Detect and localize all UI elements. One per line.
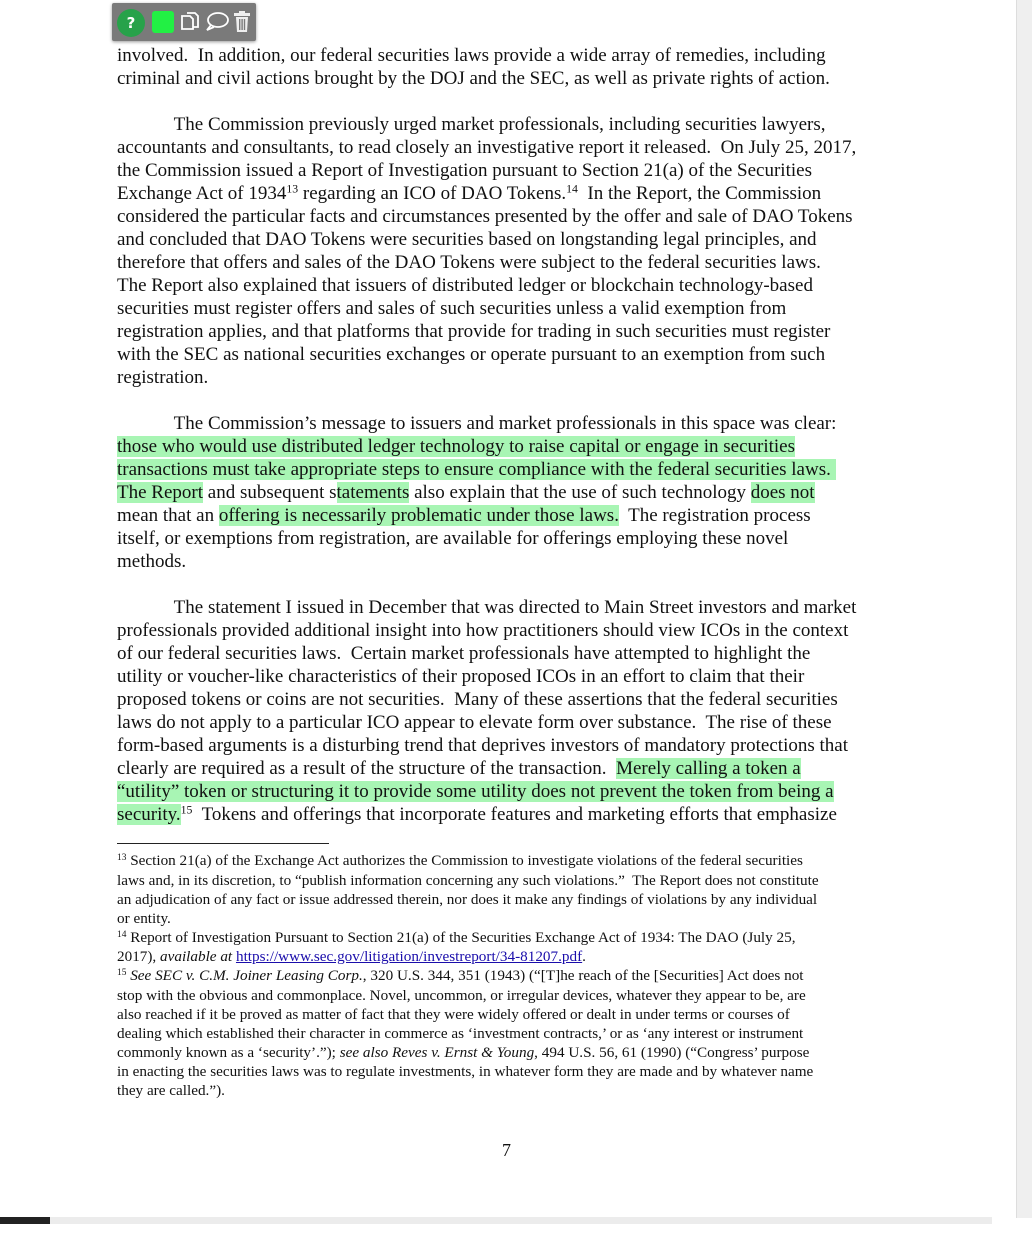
footnote-line [117, 871, 819, 890]
text-line [117, 228, 817, 251]
text-line [117, 642, 810, 665]
text-segment: dealing which established their character in commerce as ‘investment contracts,’ or as ‘any interest or instrument [117, 1025, 804, 1042]
highlighted-text: those who would use distributed ledger technology to raise capital or engage in securities [117, 436, 796, 457]
footnote-line [117, 1024, 803, 1043]
text-line [117, 67, 830, 90]
footnote-line [117, 986, 806, 1005]
comment-button[interactable] [204, 10, 230, 34]
text-line [117, 550, 186, 573]
text-segment: laws and, in its discretion, to “publish information concerning any such violations.” The Report does not constitute [117, 872, 819, 889]
text-segment: Section 21(a) of the Exchange Act authorizes the Commission to investigate violations of the federal securities [126, 852, 803, 869]
text-segment: regarding an ICO of DAO Tokens. [298, 183, 567, 204]
footnote-line [117, 1043, 809, 1062]
vertical-scrollbar[interactable] [1016, 0, 1032, 1218]
footnote-line [117, 928, 796, 947]
highlighted-text: does not [750, 482, 815, 503]
footnote-reference[interactable]: 13 [117, 852, 127, 863]
footnote-line [117, 947, 586, 966]
text-line [117, 734, 848, 757]
text-segment: they are called.”). [117, 1082, 225, 1099]
text-segment: form-based arguments is a disturbing trend that deprives investors of mandatory protections that [117, 735, 848, 756]
page-number: 7 [502, 1140, 511, 1160]
text-line [117, 205, 853, 228]
text-segment: The registration process [618, 505, 811, 526]
text-segment: and subsequent s [203, 482, 337, 503]
text-segment: proposed tokens or coins are not securities. Many of these assertions that the federal securities [117, 689, 838, 710]
horizontal-scrollbar[interactable] [0, 1217, 992, 1224]
text-line [117, 435, 795, 458]
footnote-reference[interactable]: 13 [286, 182, 299, 196]
footnote-reference[interactable]: 15 [180, 803, 193, 817]
highlighted-text: tatements [336, 482, 410, 503]
text-line [117, 803, 837, 826]
text-segment: The Commission previously urged market professionals, including securities lawyers, [117, 114, 826, 135]
copy-icon [179, 11, 201, 33]
text-segment: professionals provided additional insight into how practitioners should view ICOs in the context [117, 620, 849, 641]
text-segment: Report of Investigation Pursuant to Section 21(a) of the Securities Exchange Act of 1934: The DAO (July 25, [126, 929, 796, 946]
text-segment: an adjudication of any fact or issue addressed therein, nor does it make any findings of violations by any individual [117, 891, 818, 908]
text-line [117, 757, 801, 780]
comment-icon [205, 11, 229, 33]
highlighted-text: transactions must take appropriate steps to ensure compliance with the federal securities laws. [117, 459, 836, 480]
text-segment: . [582, 948, 586, 965]
horizontal-scrollbar-thumb[interactable] [0, 1217, 50, 1224]
text-line [117, 504, 811, 527]
text-segment: 2017), [117, 948, 161, 965]
text-segment: The statement I issued in December that was directed to Main Street investors and market [117, 597, 857, 618]
text-line [117, 366, 208, 389]
footnote-line [117, 1081, 225, 1100]
text-segment: utility or voucher-like characteristics of their proposed ICOs in an effort to claim that their [117, 666, 805, 687]
help-button[interactable] [117, 9, 145, 37]
text-line [117, 274, 813, 297]
text-segment: Tokens and offerings that incorporate features and marketing efforts that emphasize [192, 804, 837, 825]
footnote-divider [117, 843, 329, 844]
text-segment: of our federal securities laws. Certain market professionals have attempted to highlight the [117, 643, 811, 664]
copy-button[interactable] [178, 10, 202, 34]
text-segment: and concluded that DAO Tokens were securities based on longstanding legal principles, and [117, 229, 817, 250]
highlighted-text: offering is necessarily problematic under those laws. [218, 505, 619, 526]
text-segment: mean that an [117, 505, 219, 526]
highlighted-text: Merely calling a token a [616, 758, 801, 779]
text-segment: , 494 U.S. 56, 61 (1990) (“Congress’ purpose [534, 1044, 810, 1061]
text-segment: itself, or exemptions from registration, are available for offerings employing these novel [117, 528, 789, 549]
text-segment: registration. [117, 367, 209, 388]
text-line [117, 688, 838, 711]
text-line [117, 44, 826, 67]
text-segment: see also Reves v. Ernst & Young [339, 1044, 535, 1061]
text-segment: therefore that offers and sales of the DAO Tokens were subject to the federal securities laws. [117, 252, 821, 273]
text-segment: clearly are required as a result of the structure of the transaction. [117, 758, 617, 779]
delete-button[interactable] [232, 10, 252, 34]
text-line [117, 343, 825, 366]
footnote-line [117, 1062, 813, 1081]
footnote-line [117, 1005, 790, 1024]
footnote-reference[interactable]: 14 [117, 929, 127, 940]
text-line [117, 780, 834, 803]
text-segment: commonly known as a ‘security’.”); [117, 1044, 340, 1061]
footnote-reference[interactable]: 14 [566, 182, 578, 196]
footnote-line [117, 890, 817, 909]
text-segment: In the Report, the Commission [577, 183, 822, 204]
annotation-toolbar [112, 3, 256, 41]
footnote-line [117, 851, 803, 870]
text-segment: with the SEC as national securities exchanges or operate pursuant to an exemption from such [117, 344, 826, 365]
text-line [117, 619, 848, 642]
footnote-reference[interactable]: 15 [117, 967, 127, 978]
text-segment: also reached if it be proved as matter of fact that they were widely offered or dealt in under terms or courses of [117, 1006, 790, 1023]
text-line [117, 159, 812, 182]
highlighted-text: security. [117, 804, 181, 825]
text-line [117, 665, 804, 688]
trash-icon [233, 11, 251, 33]
help-icon: ? [126, 14, 136, 32]
text-segment: See SEC v. C.M. Joiner Leasing Corp. [130, 967, 363, 984]
report-link[interactable]: https://www.sec.gov/litigation/investreport/34-81207.pdf [235, 948, 583, 965]
text-segment: Exchange Act of 1934 [117, 183, 287, 204]
text-segment: in enacting the securities laws was to regulate investments, in whatever form they are made and by whatever name [117, 1063, 814, 1080]
highlighted-text: The Report [117, 482, 204, 503]
text-line [117, 527, 788, 550]
text-line [117, 113, 826, 136]
text-line [117, 182, 821, 205]
text-line [117, 412, 836, 435]
text-line [117, 596, 856, 619]
text-line [117, 711, 832, 734]
text-segment: laws do not apply to a particular ICO appear to elevate form over substance. The rise of these [117, 712, 832, 733]
text-segment: also explain that the use of such technology [409, 482, 751, 503]
text-segment: accountants and consultants, to read closely an investigative report it released. On July 25, 2017, [117, 137, 857, 158]
text-segment: , 320 U.S. 344, 351 (1943) (“[T]he reach of the [Securities] Act does not [362, 967, 804, 984]
footnote-line [117, 966, 804, 985]
text-segment: or entity. [117, 910, 171, 927]
text-line [117, 320, 830, 343]
text-segment: available at [160, 948, 233, 965]
text-segment: The Report also explained that issuers of distributed ledger or blockchain technology-based [117, 275, 813, 296]
highlight-color-button[interactable] [152, 11, 174, 33]
text-segment: the Commission issued a Report of Investigation pursuant to Section 21(a) of the Securities [117, 160, 812, 181]
text-segment: methods. [117, 551, 187, 572]
text-segment: securities must register offers and sales of such securities unless a valid exemption from [117, 298, 787, 319]
text-line [117, 297, 786, 320]
text-segment: registration applies, and that platforms that provide for trading in such securities must register [117, 321, 831, 342]
highlighted-text: “utility” token or structuring it to provide some utility does not prevent the token from being a [117, 781, 834, 802]
text-line [117, 136, 856, 159]
text-line [117, 251, 821, 274]
text-segment: criminal and civil actions brought by the DOJ and the SEC, as well as private rights of action. [117, 68, 830, 89]
text-segment: stop with the obvious and commonplace. Novel, uncommon, or irregular devices, whatever they appear to be, are [117, 987, 806, 1004]
text-segment: The Commission’s message to issuers and market professionals in this space was clear: [117, 413, 837, 434]
text-segment: involved. In addition, our federal securities laws provide a wide array of remedies, including [117, 45, 826, 66]
text-line [117, 458, 836, 481]
footnote-line [117, 909, 171, 928]
text-line [117, 481, 815, 504]
text-segment: considered the particular facts and circumstances presented by the offer and sale of DAO Tokens [117, 206, 853, 227]
